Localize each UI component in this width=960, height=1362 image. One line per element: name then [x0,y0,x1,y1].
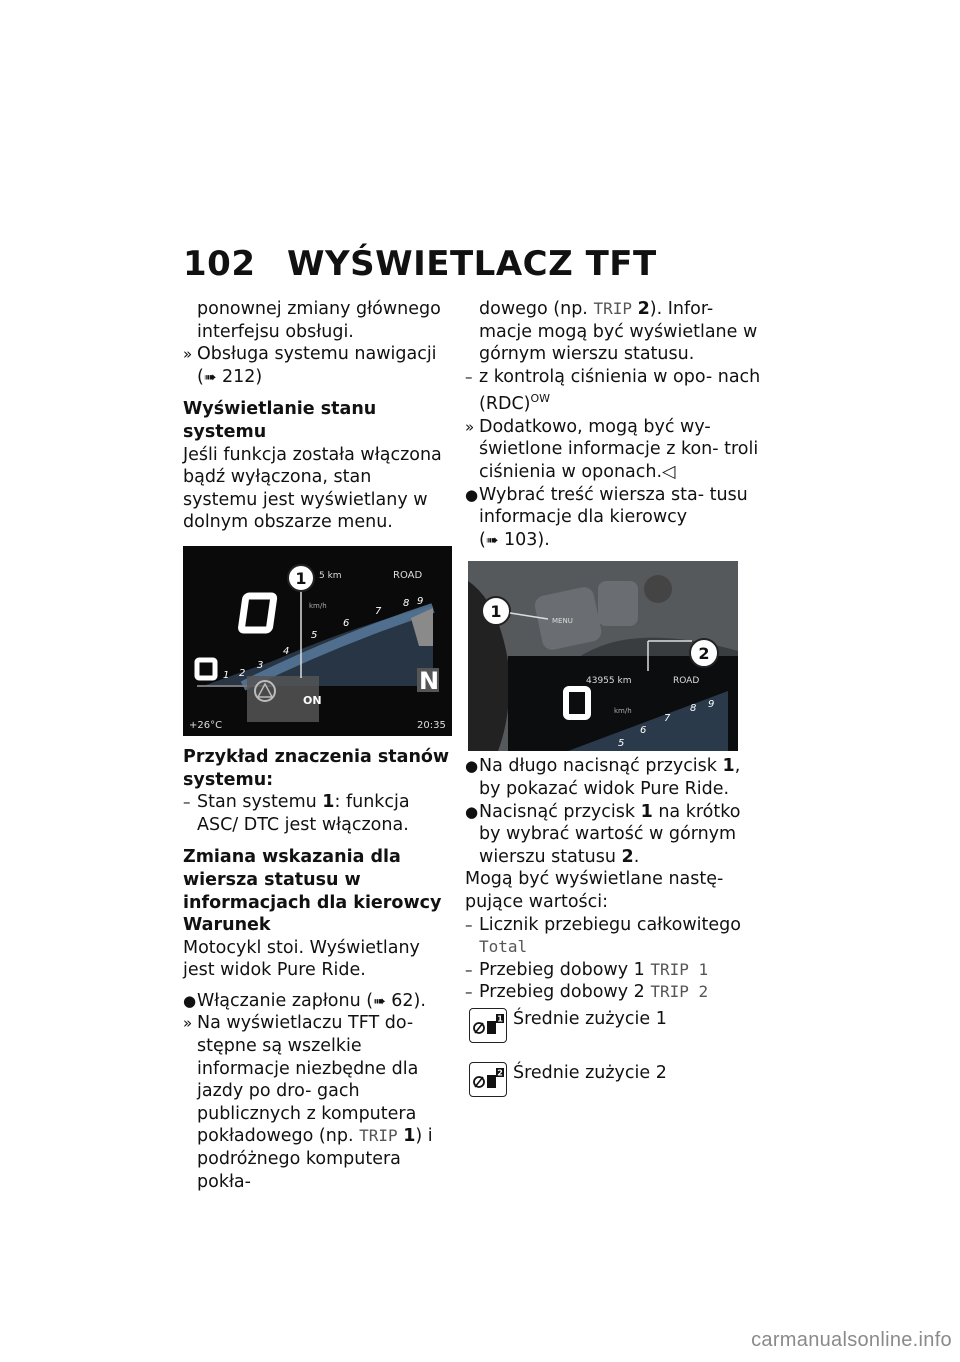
right-column [465,298,765,1108]
temperature: +26°C [189,719,223,731]
heading-system-status: Wyświetlanie stanu systemu [183,399,377,442]
avg-consumption-1-row [469,1008,765,1054]
paragraph-values: Mogą być wyświetlane nastę- pujące wartości: [465,869,724,912]
page-number: 102 [183,244,256,284]
callout-2: 2 [698,644,710,664]
paragraph-condition: Motocykl stoi. Wyświetlany jest widok Pure Ride. [183,937,420,981]
ride-mode: ROAD [393,569,423,581]
speed-unit: km/h [614,707,632,716]
consumption-badge: 1 [497,1014,503,1024]
result-tft-info: » Na wyświetlaczu TFT do- stępne są wszelkie informacje niezbędne dla jazdy po dro- gach publicznych z komputera pokładowego (np. TRIP 1) i podróżnego komputera pokła- [183,1013,433,1192]
callout-1: 1 [490,602,502,622]
tft-display-figure [183,546,452,736]
result-marker-icon: » [465,417,475,436]
consumption-badge: 2 [497,1068,503,1078]
ride-mode: ROAD [673,676,700,687]
bullet-icon: ● [183,991,197,1010]
tft-display-illustration [183,546,452,736]
handlebar-figure [468,561,738,751]
paragraph-continuation: ponownej zmiany głównego interfejsu obsługi. [197,299,441,342]
scale-tick: 5 [618,738,625,750]
result-navigation: » Obsługa systemu nawigacji (➠ 212) [183,344,437,387]
bullet-short-press: ● Nacisnąć przycisk 1 na krótko by wybrać wartość w górnym wierszu statusu 2. [465,801,741,867]
page-ref-arrow-icon: ➠ [373,991,386,1010]
result-marker-icon: » [183,345,193,364]
avg-consumption-1: Średnie zużycie 1 [513,1008,667,1029]
scale-tick: 9 [708,699,715,711]
avg-consumption-2-row [469,1062,765,1108]
heading-condition: Warunek [183,915,271,936]
scale-tick: 1 [223,669,230,681]
scale-tick: 5 [311,629,318,641]
odometer: 43955 km [586,676,632,687]
paragraph-system-status: Jeśli funkcja została włączona bądź wyłączona, stan systemu jest wyświetlany w dolnym obszarze menu. [183,444,442,533]
clock: 20:35 [417,719,446,731]
page-ref-arrow-icon: ➠ [485,530,499,549]
result-extra-info: » Dodatkowo, mogą być wy- świetlone informacje z kon- troli ciśnienia w oponach.◁ [465,416,759,482]
choose-page-ref[interactable]: 103). [503,529,550,550]
dash-item-trip2: – Przebieg dobowy 2 TRIP 2 [465,982,709,1003]
fuel-consumption-icon [469,1008,507,1043]
scale-tick: 7 [664,713,671,725]
heading-example: Przykład znaczenia stanów systemu: [183,746,450,790]
avg-consumption-2: Średnie zużycie 2 [513,1062,667,1083]
dash-item-rdc: – z kontrolą ciśnienia w opo- nach (RDC)$^{OW}$ [465,366,761,415]
dash-item-status: – Stan systemu 1: funkcja ASC/ DTC jest włączona. [183,792,410,835]
fuel-consumption-icon [469,1062,507,1097]
speed-unit: km/h [309,601,327,610]
heading-change-status-row: Zmiana wskazania dla wiersza statusu w informacjach dla kierowcy [183,847,442,913]
scale-tick: 8 [403,597,410,609]
trip-value: 5 km [319,570,342,581]
handlebar-illustration [468,561,738,751]
scale-tick: 4 [283,645,290,657]
bullet-icon: ● [465,757,479,776]
navigation-page-ref[interactable]: 212) [221,366,263,387]
ignition-page-ref[interactable]: 62). [391,990,426,1011]
bullet-icon: ● [465,485,479,504]
bullet-choose-content: ● Wybrać treść wiersza sta- tusu informacje dla kierowcy (➠ 103). [465,484,748,550]
scale-tick: 8 [690,703,697,715]
left-column [183,298,451,1193]
scale-tick: 7 [375,605,382,617]
watermark: carmanualsonline.info [751,1329,952,1351]
dash-item-trip1: – Przebieg dobowy 1 TRIP 1 [465,959,709,980]
paragraph-continuation: dowego (np. TRIP 2). Infor- macje mogą być wyświetlane w górnym wierszu statusu. [479,299,758,365]
page-title: WYŚWIETLACZ TFT [287,244,657,284]
callout-1: 1 [295,568,307,588]
page-header [183,244,657,284]
dash-item-total: – Licznik przebiegu całkowitego Total [465,914,741,957]
scale-tick: 6 [343,617,350,629]
scale-tick: 2 [239,667,246,679]
scale-tick: 6 [640,725,647,737]
bullet-long-press: ● Na długo nacisnąć przycisk 1, by pokazać widok Pure Ride. [465,756,741,799]
page-ref-arrow-icon: ➠ [203,367,217,386]
bullet-icon: ● [465,802,479,821]
svg-text:N: N [419,666,440,695]
bullet-ignition: ● Włączanie zapłonu (➠ 62). [183,990,426,1011]
scale-tick: 9 [417,595,424,607]
scale-tick: 3 [257,659,264,671]
menu-button-label: MENU [552,617,573,626]
system-state-on: ON [303,693,322,707]
result-marker-icon: » [183,1014,193,1033]
